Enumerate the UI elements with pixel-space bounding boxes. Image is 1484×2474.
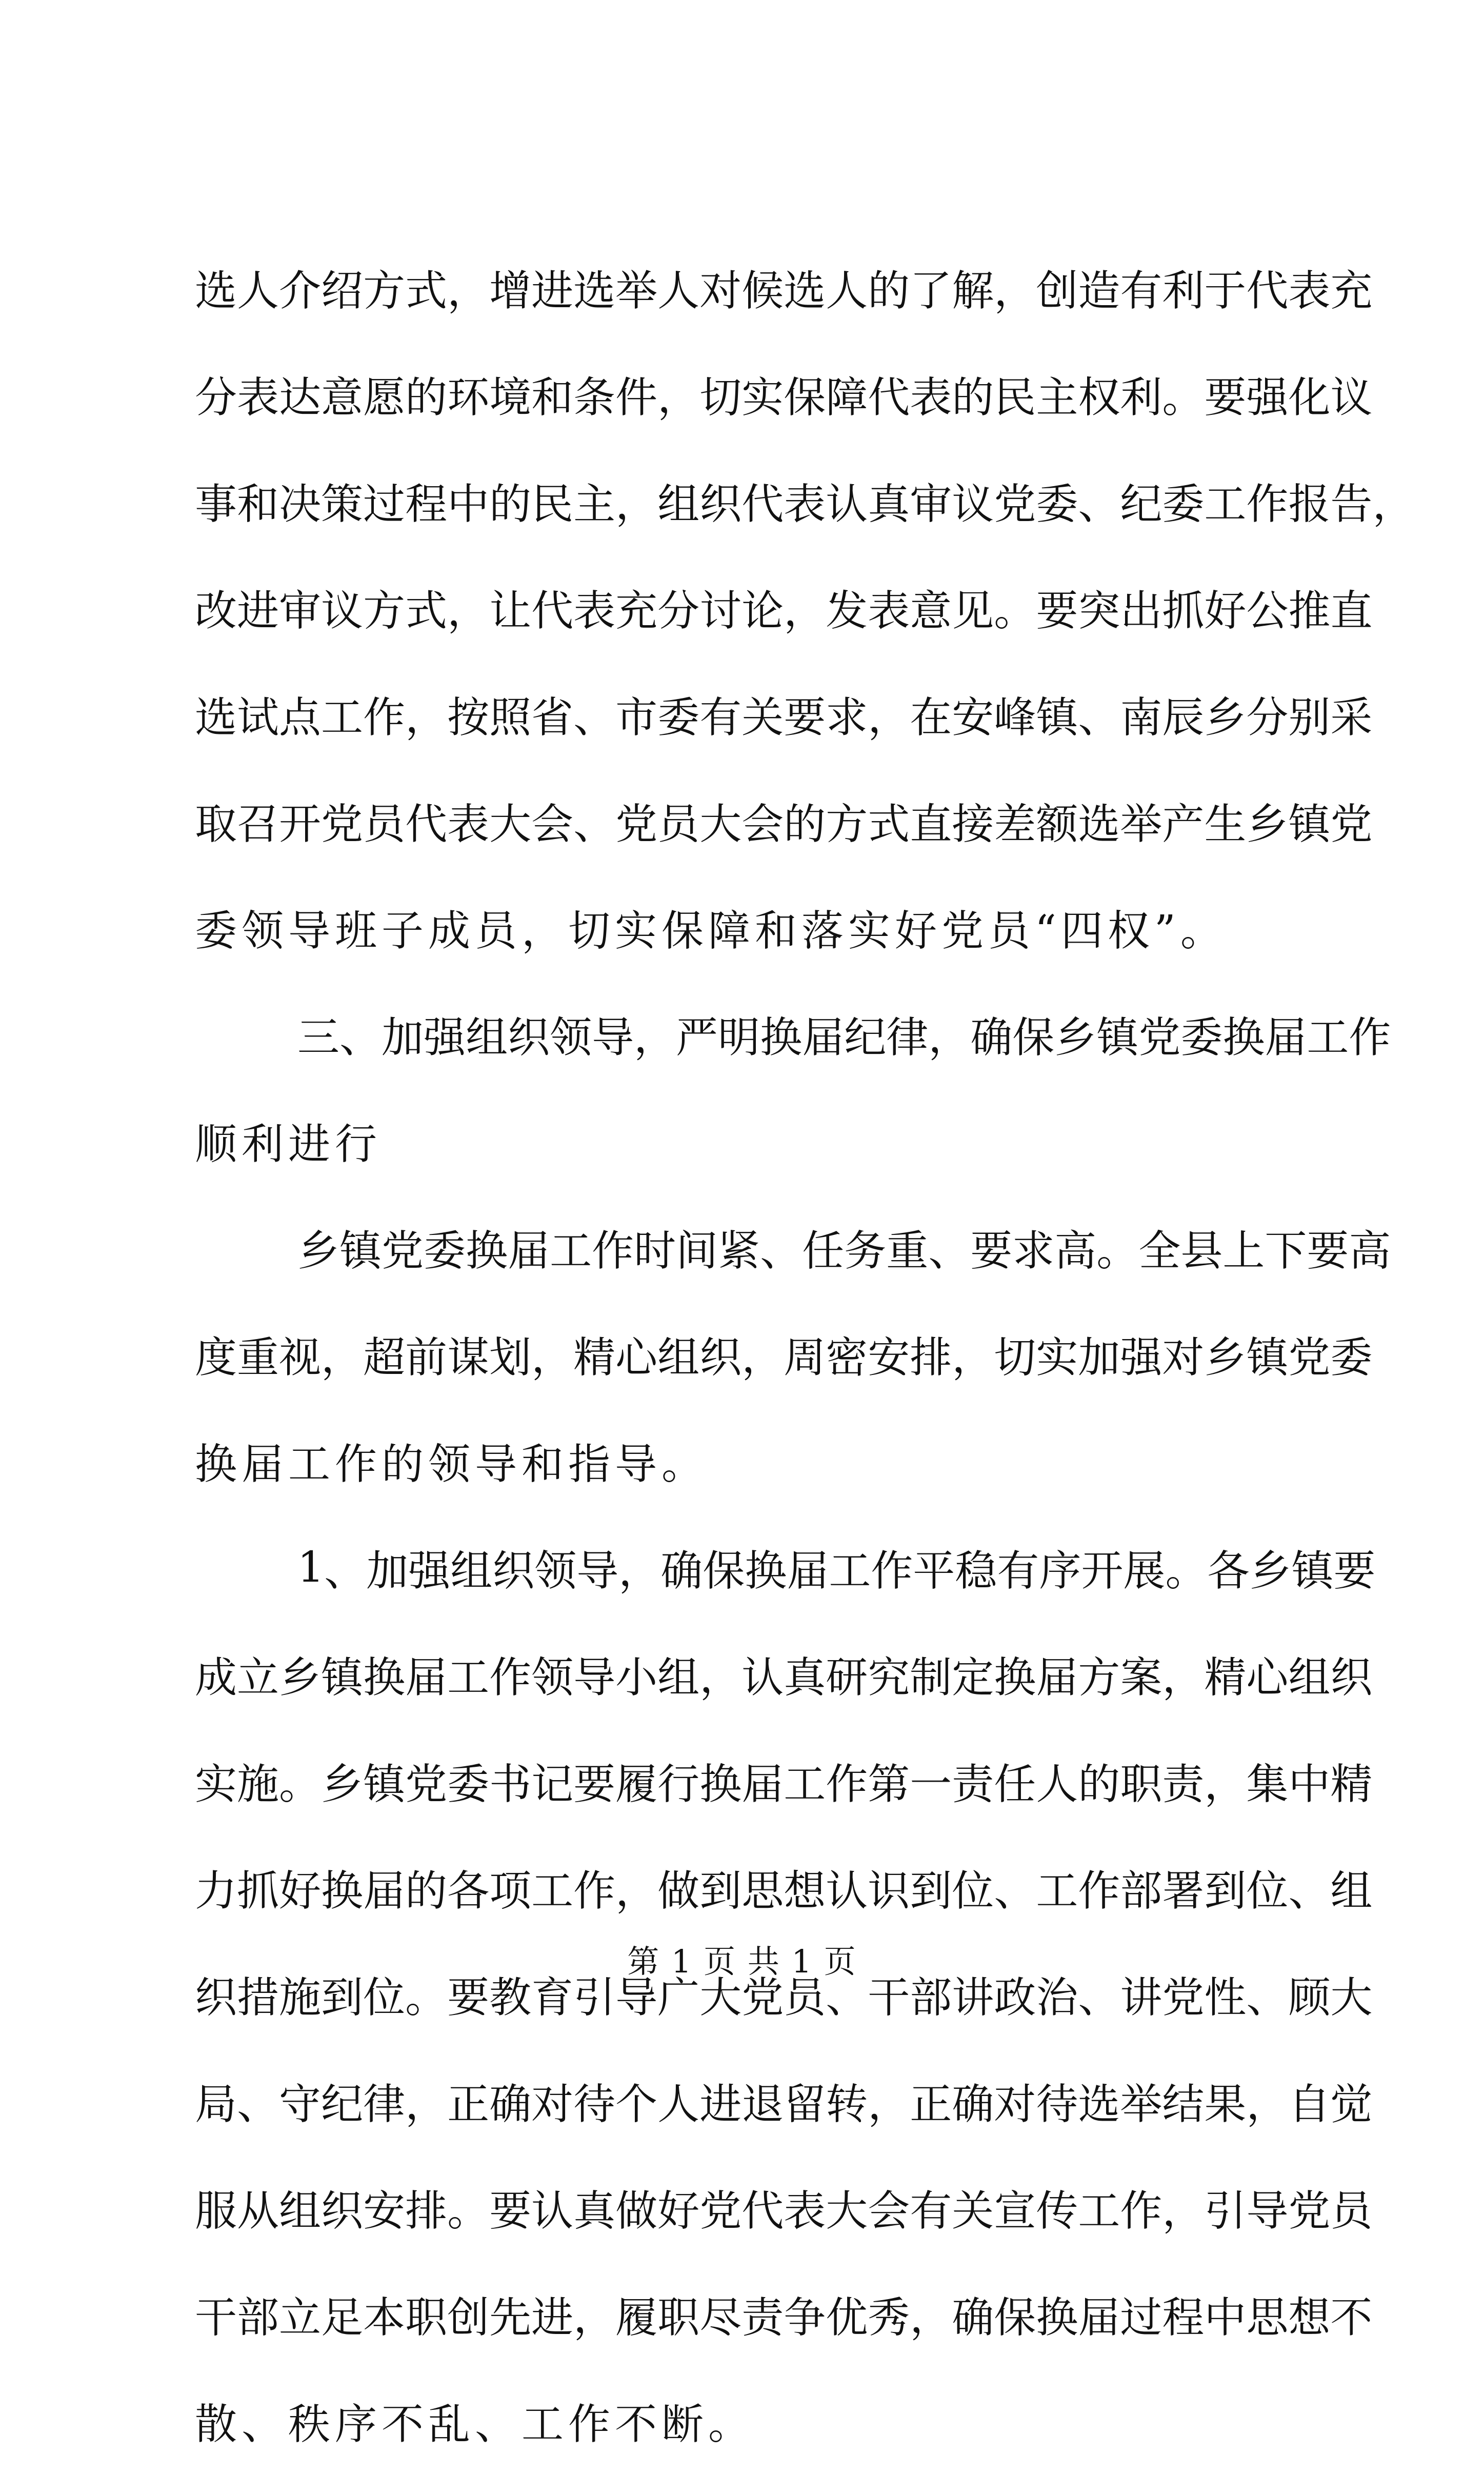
text-line: 散、秩序不乱、工作不断。	[195, 2400, 755, 2449]
text-line: 实 施 。 乡 镇 党 委 书 记 要 履 行 换 届 工 作 第 一 责 任 人 的 职 责 ， 集 中 精	[195, 1760, 1373, 1809]
text-line: 换届工作的领导和指导。	[195, 1440, 709, 1489]
text-line: 干 部 立 足 本 职 创 先 进 ， 履 职 尽 责 争 优 秀 ， 确 保 换 届 过 程 中 思 想 不	[195, 2293, 1373, 2342]
text-line: 1 、 加 强 组 织 领 导 ， 确 保 换 届 工 作 平 稳 有 序 开 展 。 各 乡 镇 要	[297, 1543, 1376, 1595]
text-line: 选 试 点 工 作 ， 按 照 省 、 市 委 有 关 要 求 ， 在 安 峰 镇 、 南 辰 乡 分 别 采	[195, 693, 1373, 742]
text-line: 织 措 施 到 位 。 要 教 育 引 导 广 大 党 员 、 干 部 讲 政 治 、 讲 党 性 、 顾 大	[195, 1973, 1373, 2022]
text-line: 服 从 组 织 安 排 。 要 认 真 做 好 党 代 表 大 会 有 关 宣 传 工 作 ， 引 导 党 员	[195, 2186, 1373, 2236]
text-line: 三 、 加 强 组 织 领 导 ， 严 明 换 届 纪 律 ， 确 保 乡 镇 党 委 换 届 工 作	[297, 1013, 1391, 1062]
text-line: 分 表 达 意 愿 的 环 境 和 条 件 ， 切 实 保 障 代 表 的 民 主 权 利 。 要 强 化 议	[195, 373, 1373, 422]
text-line: 事 和 决 策 过 程 中 的 民 主 ， 组 织 代 表 认 真 审 议 党 委 、 纪 委 工 作 报 告 ，	[195, 480, 1415, 529]
text-line: 成 立 乡 镇 换 届 工 作 领 导 小 组 ， 认 真 研 究 制 定 换 届 方 案 ， 精 心 组 织	[195, 1653, 1373, 1702]
text-line: 力 抓 好 换 届 的 各 项 工 作 ， 做 到 思 想 认 识 到 位 、 工 作 部 署 到 位 、 组	[195, 1866, 1373, 1916]
text-line: 选 人 介 绍 方 式 ， 增 进 选 举 人 对 候 选 人 的 了 解 ， 创 造 有 利 于 代 表 充	[195, 266, 1373, 315]
text-line: 取 召 开 党 员 代 表 大 会 、 党 员 大 会 的 方 式 直 接 差 额 选 举 产 生 乡 镇 党	[195, 800, 1373, 849]
text-line: 顺利进行	[195, 1120, 382, 1169]
page-footer: 第 1 页 共 1 页	[627, 1943, 857, 1980]
text-line: 改 进 审 议 方 式 ， 让 代 表 充 分 讨 论 ， 发 表 意 见 。 要 突 出 抓 好 公 推 直	[195, 586, 1373, 635]
text-line: 度 重 视 ， 超 前 谋 划 ， 精 心 组 织 ， 周 密 安 排 ， 切 实 加 强 对 乡 镇 党 委	[195, 1333, 1373, 1382]
text-line: 局 、 守 纪 律 ， 正 确 对 待 个 人 进 退 留 转 ， 正 确 对 待 选 举 结 果 ， 自 觉	[195, 2080, 1373, 2129]
text-line: 乡 镇 党 委 换 届 工 作 时 间 紧 、 任 务 重 、 要 求 高 。 全 县 上 下 要 高	[297, 1226, 1391, 1275]
text-line: 委领导班子成员，切实保障和落实好党员“四权”。	[195, 906, 1227, 955]
document-body	[195, 234, 1415, 2474]
